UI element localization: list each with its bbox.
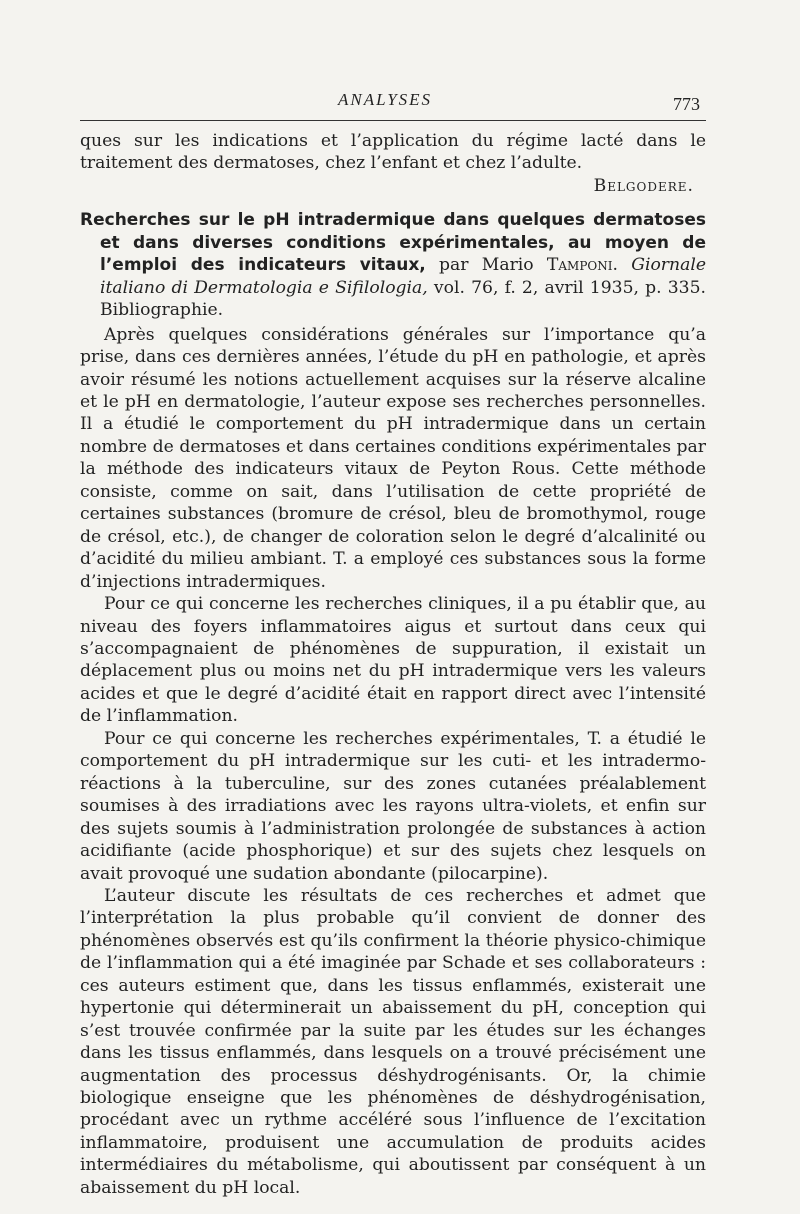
article-title: Recherches sur le pH intradermique dans quelques dermatoses et dans diverses conditions expérimentales, au moyen de l’emploi des indicateurs vitaux, — [80, 210, 706, 276]
article-author: Tamponi. — [546, 255, 618, 276]
body-paragraph-1: Après quelques considérations générales sur l’importance qu’a prise, dans ces dernières années, l’étude du pH en pathologie, et après avoir résumé les notions actuellement acquises sur la réserve alcaline et le pH en dermatologie, l’auteur expose ses recherches personnelles. Il a étudié le comportement du pH intradermique dans un certain nombre de dermatoses et dans certaines conditions expérimentales par la méthode des indicateurs vitaux de Peyton Rous. Cette méthode consiste, comme on sait, dans l’utilisation de cette propriété de certaines substances (bromure de crésol, bleu de bromothymol, rouge de crésol, etc.), de changer de coloration selon le degré d’alcalinité ou d’acidité du milieu ambiant. T. a employé ces substances sous la forme d’injections intradermiques. — [80, 324, 706, 592]
page-number: 773 — [673, 94, 700, 114]
article-citation: vol. 76, f. 2, avril 1935, p. 335. Bibliographie. — [100, 277, 707, 321]
body-paragraph-2: Pour ce qui concerne les recherches cliniques, il a pu établir que, au niveau des foyers inflammatoires aigus et surtout dans ceux qui s’accompagnaient de phénomènes de suppuration, il existait un déplacement plus ou moins net du pH intradermique vers les valeurs acides et que le degré d’acidité était en rapport direct avec l’intensité de l’inflammation. — [80, 594, 706, 727]
header-rule — [80, 120, 706, 121]
reviewer-signature: Belgodere. — [593, 175, 694, 196]
body-paragraph-4: L’auteur discute les résultats de ces recherches et admet que l’interprétation la plus probable qu’il convient de donner des phénomènes observés est qu’ils confirment la théorie physico-chimique de l’inflammation qui a été imaginée par Schade et ses collaborateurs : ces auteurs estiment que, dans les tissus enflammés, existerait une hypertonie qui déterminerait un abaissement du pH, conception qui s’est trouvée confirmée par la suite par les études sur les échanges dans les tissus enflammés, dans lesquels on a trouvé précisément une augmentation des processus déshydrogénisants. Or, la chimie biologique enseigne que les phénomènes de déshydrogénisation, procédant avec un rythme accéléré sous l’influence de l’excitation inflammatoire, produisent une accumulation de produits acides intermédiaires du métabolisme, qui aboutissent par conséquent à un abaissement du pH local. — [80, 885, 706, 1198]
article-by: par Mario — [439, 255, 534, 276]
journal-name: Giornale italiano di Dermatologia e Sifilologia, — [100, 255, 707, 298]
page — [80, 86, 707, 1198]
page-content — [80, 130, 706, 1199]
article-entry — [80, 209, 707, 321]
body-paragraph-3: Pour ce qui concerne les recherches expérimentales, T. a étudié le comportement du pH intradermique sur les cuti- et les intradermo-réactions à la tuberculine, sur des zones cutanées préalablement soumises à des irradiations avec les rayons ultra-violets, et enfin sur des sujets soumis à l’administration prolongée de substances à action acidifiante (acide phosphorique) et sur des sujets chez lesquels on avait provoqué une sudation abondante (pilocarpine). — [80, 728, 706, 884]
page-header — [80, 86, 706, 114]
continued-paragraph: ques sur les indications et l’application du régime lacté dans le traitement des dermatoses, chez l’enfant et chez l’adulte. — [80, 131, 706, 174]
running-title: ANALYSES — [338, 90, 433, 109]
